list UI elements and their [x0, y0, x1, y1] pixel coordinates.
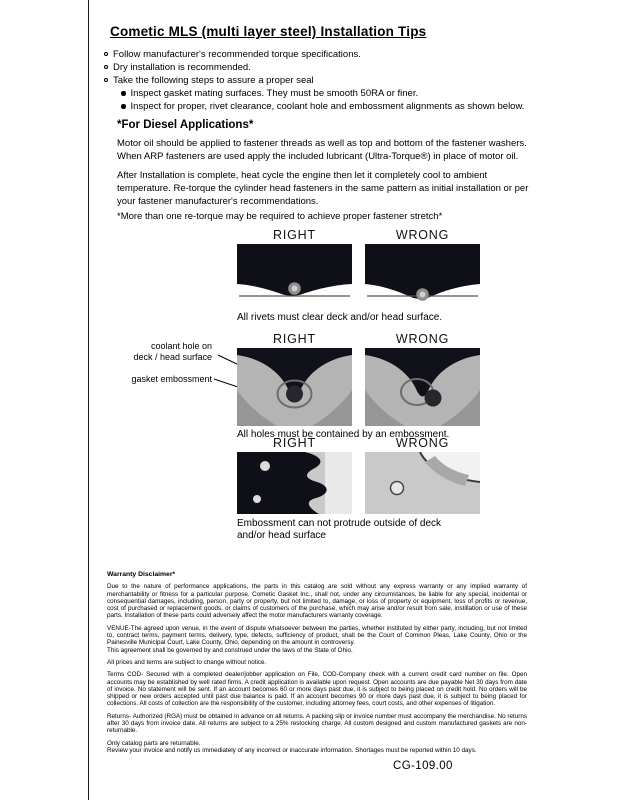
embossment-right-label: RIGHT	[273, 436, 316, 450]
warranty-paragraph: Terms COD- Secured with a completed dealer/jobber application on File, COD-Company check with a current credit card number on file. Open accounts may be established by well rated firms. A credit application is available upon request. Open accounts are due payable Net 30 days from date of invoice. No statement will be sent. If an account becomes 60 or more days past due, it is subject to being placed on credit hold. No orders will be shipped or new orders accepted until past due balance is paid. If an account becomes 90 or more days past due, it is subject to being placed for collections. All costs of collection are the responsibility of the customer, including attorney fees, court costs, and other expenses of litigation.	[107, 671, 527, 708]
tip-text: Dry installation is recommended.	[113, 62, 251, 73]
coolant-hole-right-figure	[237, 348, 352, 426]
warranty-paragraph: VENUE-The agreed upon venue, in the event of dispute whatsoever between the parties, whether instituted by either party, including, but not limited to, contract terms, payment terms, delivery, type, defects, sufficiency of product, shall be the Court of Common Pleas, Lake County, Ohio or the Painesville Municipal Court, Lake County, Ohio, depending on the amount in controversy.	[107, 624, 527, 647]
installation-tips-list	[104, 48, 529, 113]
embossment-wrong-figure	[365, 452, 480, 514]
warranty-paragraph: This agreement shall be governed by and construed under the laws of the State of Ohio.	[107, 646, 353, 654]
diesel-paragraph-1: Motor oil should be applied to fastener threads as well as top and bottom of the fastener washers. When ARP fasteners are used apply the included lubricant (Ultra-Torque®) in place of motor oil.	[117, 138, 527, 162]
embossment-caption: Embossment can not protrude outside of deck and/or head surface	[237, 518, 442, 541]
rivet-right-figure	[237, 244, 352, 308]
rivets-wrong-label: WRONG	[395, 228, 450, 242]
bolt-hole-shape	[260, 461, 270, 471]
bolt-hole-shape	[253, 495, 261, 503]
coolant-hole-wrong-figure	[365, 348, 480, 426]
gasket-embossment-annotation: gasket embossment	[131, 374, 212, 384]
holes-right-label: RIGHT	[273, 332, 316, 346]
page-edge-rule	[88, 0, 89, 800]
diesel-paragraph-2: After Installation is complete, heat cycle the engine then let it completely cool to ambient temperature. Re-torque the cylinder head fasteners in the same pattern as initial installation or per your fastener manufacturer's recommendations.	[117, 170, 529, 207]
bullet-icon	[121, 104, 126, 109]
embossment-wrong-label: WRONG	[395, 436, 450, 450]
warranty-paragraph: Returns- Authorized (RGA) must be obtained in advance on all returns. A packing slip or invoice number must accompany the merchandise. No returns after 30 days from invoice date. All returns are subject to a 25% restocking charge. All custom designed and custom manufactured gaskets are non-returnable.	[107, 712, 527, 735]
page-title: Cometic MLS (multi layer steel) Installation Tips	[110, 24, 427, 39]
open-bullet-icon	[104, 52, 108, 56]
tip-text: Take the following steps to assure a proper seal	[113, 75, 314, 86]
coolant-hole-shape	[286, 386, 303, 403]
rivets-caption: All rivets must clear deck and/or head surface.	[237, 312, 443, 323]
rivet-wrong-figure	[365, 244, 480, 308]
tip-item	[104, 74, 529, 87]
coolant-hole-shape	[425, 390, 442, 407]
tip-sub-item	[121, 87, 529, 100]
warranty-paragraph: Only catalog parts are returnable.	[107, 739, 201, 747]
warranty-disclaimer	[107, 571, 527, 754]
warranty-paragraph: Due to the nature of performance applications, the parts in this catalog are sold without any express warranty or any implied warranty of merchantability or fitness for a particular purpose. Cometic Gasket Inc., shall not, under any circumstances, be liable for any special, incidental or consequential damages, including, person, party or property, but not limited to, damage, or loss of property or equipment, loss of profits or revenue, cost of purchased or replacement goods, or claims of customers of the purchase, which may arise and/or result from sale, instillation or use of these parts. Installation of these parts could adversely affect the motor manufacturers warranty coverage.	[107, 583, 527, 620]
warranty-paragraph: All prices and terms are subject to change without notice.	[107, 658, 267, 666]
tip-item	[104, 61, 529, 74]
bullet-icon	[121, 91, 126, 96]
diesel-applications-heading: *For Diesel Applications*	[117, 119, 254, 131]
holes-wrong-label: WRONG	[395, 332, 450, 346]
embossment-right-figure	[237, 452, 352, 514]
holes-caption: All holes must be contained by an embossment.	[237, 429, 450, 440]
tip-text: Follow manufacturer's recommended torque specifications.	[113, 49, 361, 60]
bolt-hole-shape	[391, 482, 404, 495]
page-code: CG-109.00	[393, 760, 453, 772]
warranty-heading: Warranty Disclaimer*	[107, 571, 176, 578]
tip-sub-item	[121, 100, 529, 113]
open-bullet-icon	[104, 78, 108, 82]
tip-text: Inspect gasket mating surfaces. They must be smooth 50RA or finer.	[130, 88, 419, 99]
rivets-right-label: RIGHT	[273, 228, 316, 242]
coolant-hole-annotation: coolant hole on deck / head surface	[133, 341, 212, 362]
open-bullet-icon	[104, 65, 108, 69]
warranty-paragraph: Review your invoice and notify us immediately of any incorrect or inaccurate information. Shortages must be reported within 10 days.	[107, 746, 477, 754]
tip-text: Inspect for proper, rivet clearance, coolant hole and embossment alignments as shown below.	[130, 101, 525, 112]
retorque-note: *More than one re-torque may be required to achieve proper fastener stretch*	[117, 211, 443, 222]
tip-item	[104, 48, 529, 61]
